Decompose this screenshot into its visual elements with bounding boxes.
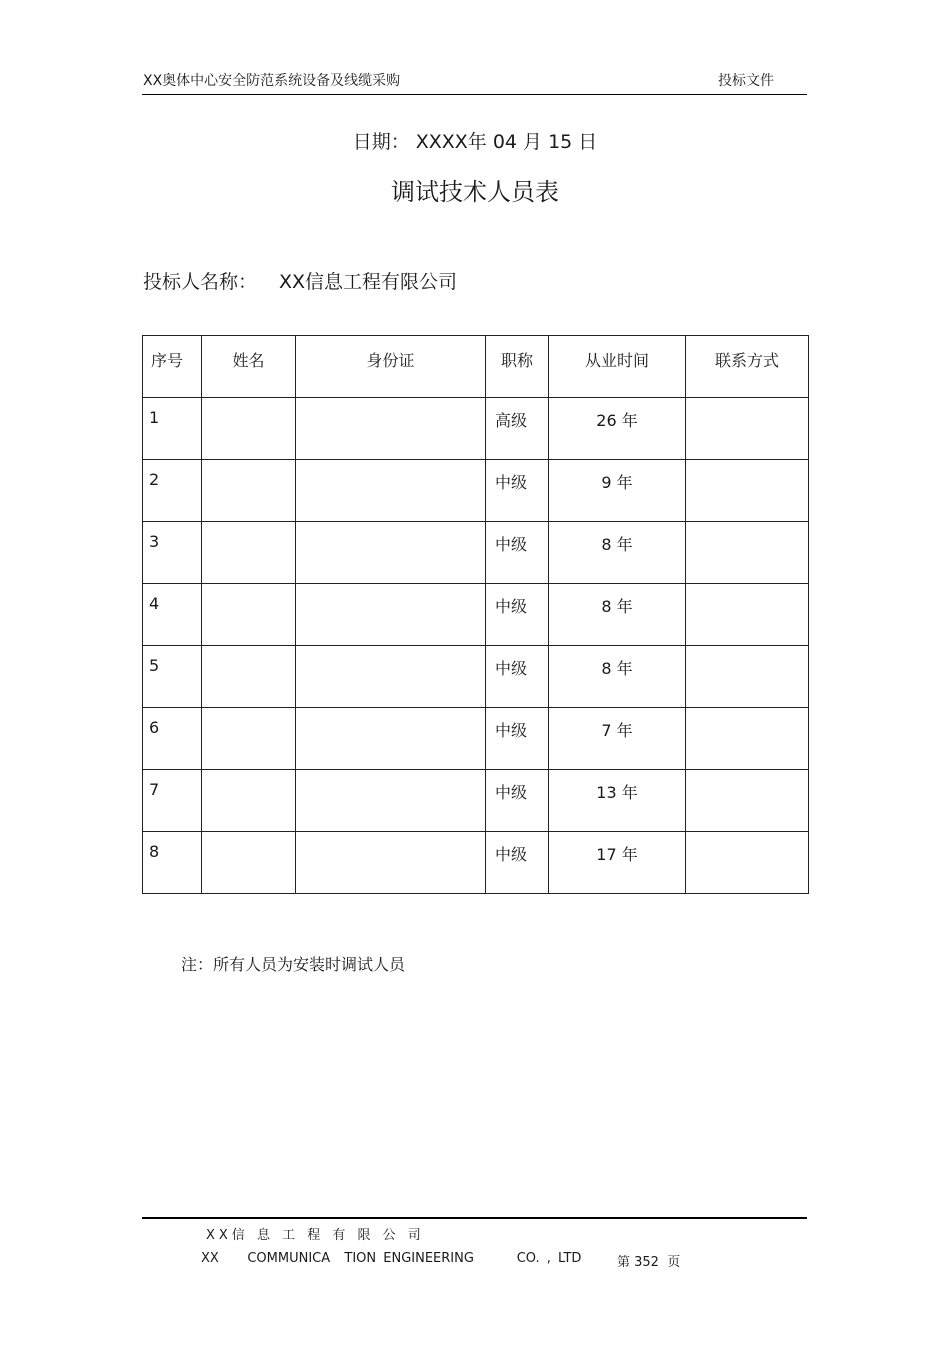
cell-index: 6 (143, 708, 202, 770)
table-row (143, 832, 809, 894)
cell-experience: 13 年 (549, 770, 686, 832)
cell-title: 高级 (486, 398, 549, 460)
page-title: 调试技术人员表 (391, 178, 559, 206)
table-row (143, 646, 809, 708)
cell-contact (686, 460, 809, 522)
cell-title: 中级 (486, 522, 549, 584)
cell-index: 2 (143, 460, 202, 522)
cell-title: 中级 (486, 708, 549, 770)
cell-contact (686, 832, 809, 894)
footer-company-cn: XX信 息 工 程 有 限 公 司 (206, 1228, 425, 1243)
cell-title: 中级 (486, 832, 549, 894)
cell-index: 8 (143, 832, 202, 894)
cell-experience: 7 年 (549, 708, 686, 770)
cell-name (202, 646, 296, 708)
table-row (143, 460, 809, 522)
cell-experience: 8 年 (549, 646, 686, 708)
footer-page-number: 第 352 页 (617, 1255, 681, 1270)
cell-contact (686, 646, 809, 708)
cell-name (202, 832, 296, 894)
cell-experience: 8 年 (549, 584, 686, 646)
cell-index: 5 (143, 646, 202, 708)
table-row (143, 770, 809, 832)
footer-divider (142, 1217, 807, 1219)
column-header-id-card: 身份证 (296, 336, 486, 398)
bidder-value: XX信息工程有限公司 (279, 271, 458, 293)
cell-experience: 9 年 (549, 460, 686, 522)
cell-contact (686, 584, 809, 646)
table-header-row (143, 336, 809, 398)
cell-id-card (296, 460, 486, 522)
cell-contact (686, 770, 809, 832)
table-row (143, 708, 809, 770)
column-header-name: 姓名 (202, 336, 296, 398)
column-header-experience: 从业时间 (549, 336, 686, 398)
cell-id-card (296, 708, 486, 770)
cell-experience: 8 年 (549, 522, 686, 584)
cell-name (202, 460, 296, 522)
bidder-line (143, 267, 457, 294)
column-header-title: 职称 (486, 336, 549, 398)
cell-contact (686, 522, 809, 584)
cell-id-card (296, 398, 486, 460)
cell-name (202, 770, 296, 832)
cell-title: 中级 (486, 460, 549, 522)
cell-id-card (296, 770, 486, 832)
bidder-label: 投标人名称： (143, 271, 258, 293)
header-title: XX奥体中心安全防范系统设备及线缆采购 (143, 73, 401, 89)
cell-index: 4 (143, 584, 202, 646)
cell-index: 7 (143, 770, 202, 832)
cell-title: 中级 (486, 770, 549, 832)
cell-index: 1 (143, 398, 202, 460)
column-header-index: 序号 (143, 336, 202, 398)
cell-experience: 17 年 (549, 832, 686, 894)
table-row (143, 584, 809, 646)
date-line: 日期： XXXX年 04 月 15 日 (352, 131, 598, 153)
cell-contact (686, 398, 809, 460)
header-divider (142, 94, 807, 95)
cell-id-card (296, 584, 486, 646)
table-row (143, 398, 809, 460)
cell-title: 中级 (486, 646, 549, 708)
cell-name (202, 708, 296, 770)
footer-company-en: XX COMMUNICA TION ENGINEERING CO. , LTD (201, 1251, 582, 1266)
table-note: 注：所有人员为安装时调试人员 (181, 955, 406, 974)
cell-name (202, 584, 296, 646)
header-doc-type: 投标文件 (718, 73, 774, 89)
cell-title: 中级 (486, 584, 549, 646)
cell-id-card (296, 832, 486, 894)
table-row (143, 522, 809, 584)
column-header-contact: 联系方式 (686, 336, 809, 398)
cell-experience: 26 年 (549, 398, 686, 460)
cell-index: 3 (143, 522, 202, 584)
cell-id-card (296, 646, 486, 708)
staff-table (142, 335, 809, 894)
cell-name (202, 522, 296, 584)
cell-contact (686, 708, 809, 770)
cell-name (202, 398, 296, 460)
cell-id-card (296, 522, 486, 584)
